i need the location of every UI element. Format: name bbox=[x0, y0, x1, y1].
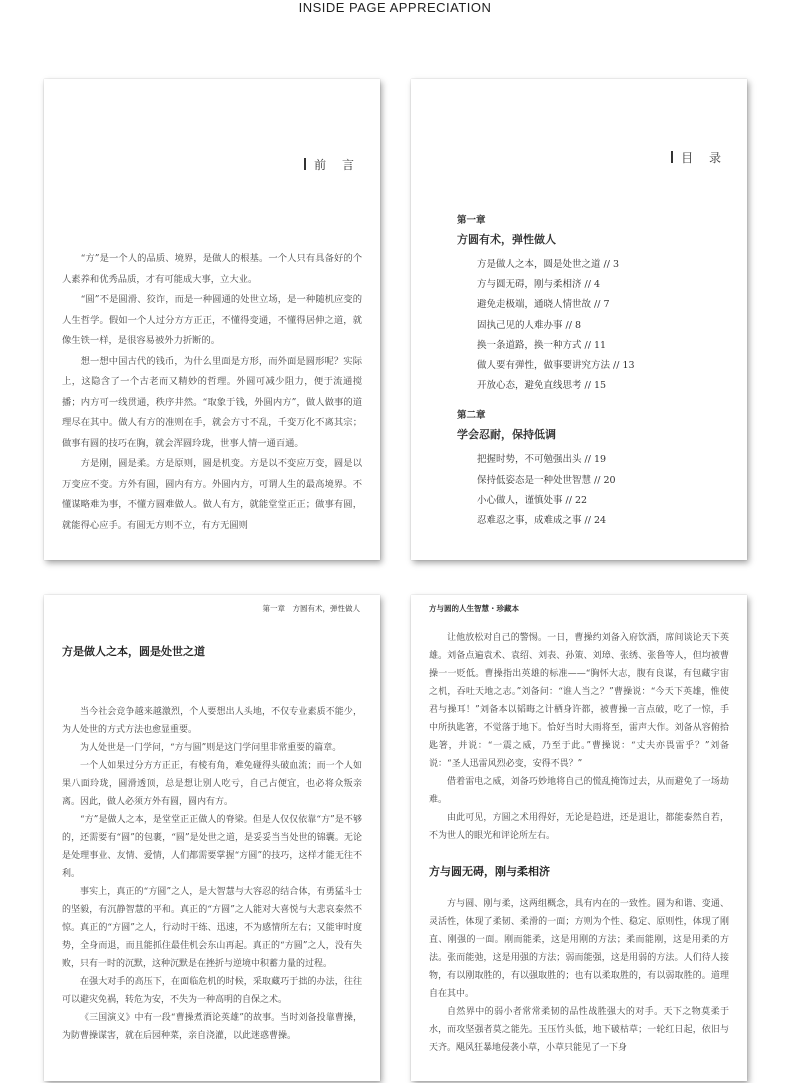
body-paragraph: 事实上，真正的“方圆”之人，是大智慧与大容忍的结合体，有勇猛斗士的坚毅，有沉静智慧的平和。真正的“方圆”之人能对大喜悦与大悲哀泰然不惊。真正的“方圆”之人，行动时干练、迅速，不为感情所左右；又能审时度势，全身而退，而且能抓住最佳机会东山再起。真正的“方圆”之人，没有失败，只有一时的沉默，这种沉默是在挫折与逆境中积蓄力量的过程。 bbox=[62, 887, 362, 969]
chapter-name: 学会忍耐，保持低调 bbox=[457, 428, 556, 442]
toc-item[interactable]: 小心做人，谨慎处事 // 22 bbox=[477, 494, 588, 506]
toc-page bbox=[411, 79, 747, 560]
preface-paragraph: “方”是一个人的品质、境界，是做人的根基。一个人只有具备好的个人素养和优秀品质，才有可能成大事，立大业。 bbox=[62, 253, 362, 285]
toc-title: 目 录 bbox=[671, 149, 727, 166]
toc-item[interactable]: 忍难忍之事，成难成之事 // 24 bbox=[477, 515, 607, 527]
chapter-name: 方圆有术，弹性做人 bbox=[457, 233, 556, 246]
toc-list bbox=[457, 213, 727, 531]
preface-paragraph: 方是刚，圆是柔。方是原则，圆是机变。方是以不变应万变，圆是以万变应不变。方外有圆，圆内有方。外圆内方，可谓人生的最高境界。不懂谋略难为事，不懂方圆难做人。做人有方，就能堂堂正正；做事有圆，就能得心应手。有圆无方则不立，有方无圆则 bbox=[62, 458, 362, 531]
toc-item[interactable]: 方与圆无碍，刚与柔相济 // 4 bbox=[477, 279, 600, 291]
body-paragraph: 在强大对手的高压下，在面临危机的时候，采取藏巧于拙的办法，往往可以避灾免祸，转危为安，不失为一种高明的自保之术。 bbox=[62, 977, 362, 1005]
body-paragraph: 借着雷电之威，刘备巧妙地将自己的慌乱掩饰过去，从而避免了一场劫难。 bbox=[429, 777, 729, 805]
chapter-label: 第一章 bbox=[457, 215, 486, 226]
page-heading: INSIDE PAGE APPRECIATION bbox=[298, 0, 492, 15]
body-paragraph: 方与圆、刚与柔，这两组概念，具有内在的一致性。圆为和谐、变通、灵活性，体现了柔韧、柔滑的一面；方则为个性、稳定、原则性，体现了刚直、刚强的一面。刚而能柔，这是用刚的方法；柔而能刚，这是用柔的方法。张而能弛，这是用强的方法；弱而能强，这是用弱的方法。人们待人接物，有以刚取胜的，有以强取胜的；也有以柔取胜的，有以弱取胜的。道理自在其中。 bbox=[429, 899, 729, 999]
toc-item[interactable]: 固执己见的人难办事 // 8 bbox=[477, 319, 581, 331]
running-head: 第一章 方圆有术，弹性做人 bbox=[262, 604, 360, 613]
toc-item[interactable]: 开放心态，避免直线思考 // 15 bbox=[477, 380, 607, 392]
preface-page bbox=[44, 79, 380, 560]
body-page-right bbox=[411, 595, 747, 1081]
body-paragraph: 当今社会竞争越来越激烈，个人要想出人头地，不仅专业素质不能少，为人处世的方式方法也愈显重要。 bbox=[62, 707, 362, 735]
body-paragraph: “方”是做人之本，是堂堂正正做人的脊梁。但是人仅仅依靠“方”是不够的，还需要有“圆”的包裹，“圆”是处世之道，是妥妥当当处世的锦囊。无论是处理事业、友情、爱情，人们都需要掌握“方圆”的技巧，这样才能无往不利。 bbox=[62, 815, 362, 879]
toc-item[interactable]: 把握时势，不可勉强出头 // 19 bbox=[477, 454, 607, 466]
article-title: 方是做人之本，圆是处世之道 bbox=[62, 645, 205, 658]
body-paragraph: 自然界中的弱小者常常柔韧的品性战胜强大的对手。天下之物莫柔于水，而攻坚强者莫之能先。玉压竹头低，地下破枯草；一轮红日起，依旧与天齐。飓风狂暴地侵袭小草，小草只能见了一下身 bbox=[429, 1007, 729, 1053]
toc-item[interactable]: 避免走极端，通晓人情世故 // 7 bbox=[477, 299, 610, 311]
toc-item[interactable]: 做人要有弹性，做事要讲究方法 // 13 bbox=[477, 360, 635, 372]
title-bar bbox=[304, 158, 306, 170]
body-page-left bbox=[44, 595, 380, 1081]
chapter-label: 第二章 bbox=[457, 410, 486, 422]
toc-item[interactable]: 换一条道路，换一种方式 // 11 bbox=[477, 339, 607, 351]
toc-item[interactable]: 方是做人之本，圆是处世之道 // 3 bbox=[477, 259, 619, 270]
body-paragraph: 由此可见，方圆之术用得好，无论是趋进，还是退让，都能泰然自若，不为世人的眼光和评论所左右。 bbox=[429, 813, 729, 841]
body-paragraph: 一个人如果过分方方正正，有棱有角，难免碰得头破血流；而一个人如果八面玲珑，圆滑透顶，总是想让别人吃亏，自己占便宜，也必将众叛亲离。因此，做人必须方外有圆，圆内有方。 bbox=[62, 761, 362, 807]
preface-paragraph: 想一想中国古代的钱币，为什么里面是方形，而外面是圆形呢？实际上，这隐含了一个古老而又精妙的哲理。外圆可减少阻力，便于流通搅播；内方可一线贯通，秩序井然。“取象于钱，外圆内方”，做人做事的道理尽在其中。做人有方的准则在手，就会方寸不乱，千变万化不离其宗；做事有圆的技巧在胸，就会浑圆玲珑，世事人情一通百通。 bbox=[62, 355, 362, 449]
preface-text bbox=[62, 249, 362, 536]
toc-item[interactable]: 保持低姿态是一种处世智慧 // 20 bbox=[477, 474, 616, 486]
body-paragraph: 为人处世是一门学问，“方与圆”则是这门学问里非常重要的篇章。 bbox=[80, 743, 342, 753]
body-text bbox=[62, 703, 362, 1045]
preface-title: 前 言 bbox=[304, 156, 360, 173]
body-paragraph: 让他放松对自己的警惕。一日，曹操约刘备入府饮酒，席间谈论天下英雄。刘备点遍袁术、袁绍、刘表、孙策、刘璋、张绣、张鲁等人，但均被曹操一一贬低。曹操指出英雄的标准——“胸怀大志，腹有良谋，有包藏宇宙之机，吞吐天地之志。”刘备问：“谁人当之？”曹操说：“今天下英雄，惟使君与操耳！”刘备本以韬晦之计栖身许都，被曹操一言点破，吃了一惊，手中所执匙箸，不觉落于地下。恰好当时大雨将至，雷声大作。刘备从容俯拾匙箸，并说：“一震之威，乃至于此。”曹操说：“丈夫亦畏雷乎？”刘备说：“圣人迅雷风烈必变，安得不畏？” bbox=[429, 633, 729, 769]
body-paragraph: 《三国演义》中有一段“曹操煮酒论英雄”的故事。当时刘备投靠曹操，为防曹操谋害，就在后园种菜，亲自浇灌，以此迷惑曹操。 bbox=[62, 1013, 362, 1041]
article-title: 方与圆无碍，刚与柔相济 bbox=[429, 865, 550, 878]
title-bar bbox=[671, 151, 673, 163]
body-text bbox=[429, 629, 729, 1057]
running-head: 方与圆的人生智慧・珍藏本 bbox=[429, 604, 519, 613]
preface-paragraph: “圆”不是圆滑、狡诈，而是一种圆通的处世立场，是一种随机应变的人生哲学。假如一个人过分方方正正，不懂得变通，不懂得居伸之道，就像生铁一样，是很容易被外力折断的。 bbox=[62, 294, 362, 346]
